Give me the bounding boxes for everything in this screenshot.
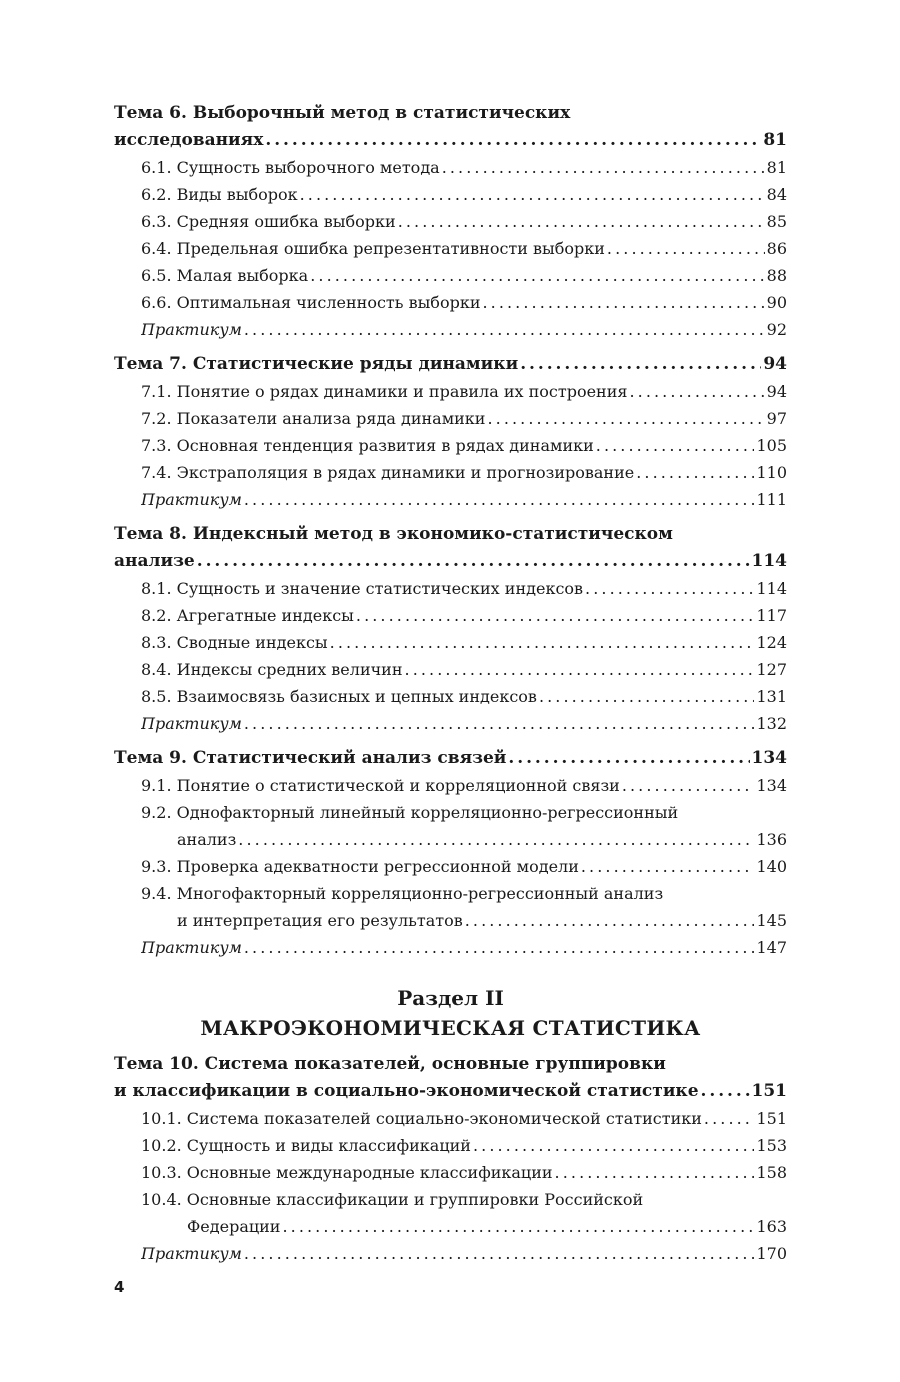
page-ref: 127 [756, 660, 787, 679]
dot-leader [244, 316, 765, 343]
entry-label: 8.5. Взаимосвязь базисных и цепных индексов [141, 687, 537, 706]
dot-leader [585, 575, 754, 602]
page-ref: 136 [756, 830, 787, 849]
page-ref: 163 [756, 1217, 787, 1236]
entry-label: 8.2. Агрегатные индексы [141, 606, 354, 625]
entry-label: 7.1. Понятие о рядах динамики и правила их построения [141, 382, 628, 401]
entry-label: 8.3. Сводные индексы [141, 633, 328, 652]
dot-leader [282, 1213, 754, 1240]
toc-entry[interactable] [114, 683, 787, 710]
entry-label: 7.2. Показатели анализа ряда динамики [141, 409, 486, 428]
dot-leader [265, 127, 761, 154]
topic-title-line: и классификации в социально-экономической статистике [114, 1081, 699, 1101]
topic-title-line: Тема 10. Система показателей, основные группировки [114, 1054, 666, 1074]
topic-title-line: Тема 7. Статистические ряды динамики [114, 354, 519, 374]
entry-label: Практикум [141, 714, 242, 733]
dot-leader [596, 432, 755, 459]
toc-entry[interactable] [114, 405, 787, 432]
entry-label-first-line: 10.4. Основные классификации и группировки Российской [141, 1190, 644, 1209]
toc-topic-link[interactable] [114, 127, 787, 154]
entry-label: Практикум [141, 1244, 242, 1263]
page-ref: 105 [756, 436, 787, 455]
entry-label: 10.3. Основные международные классификации [141, 1163, 553, 1182]
toc-topic-link[interactable] [114, 351, 787, 378]
toc-topic-6 [114, 100, 787, 154]
toc-entry[interactable] [114, 880, 787, 934]
dot-leader [405, 656, 755, 683]
toc-entry-practicum[interactable] [114, 316, 787, 343]
dot-leader [581, 853, 755, 880]
table-of-contents [114, 100, 787, 1267]
page-ref: 111 [756, 490, 787, 509]
entry-label: 8.4. Индексы средних величин [141, 660, 403, 679]
page-ref: 110 [756, 463, 787, 482]
toc-entry[interactable] [114, 235, 787, 262]
page-ref: 145 [756, 911, 787, 930]
entry-label: 6.3. Средняя ошибка выборки [141, 212, 396, 231]
toc-entry-practicum[interactable] [114, 1240, 787, 1267]
dot-leader [244, 934, 755, 961]
dot-leader [465, 907, 755, 934]
dot-leader [356, 602, 755, 629]
entry-label: Практикум [141, 938, 242, 957]
page-ref: 170 [756, 1244, 787, 1263]
dot-leader [244, 710, 755, 737]
topic-title-line: Тема 9. Статистический анализ связей [114, 748, 507, 768]
entry-label: и интерпретация его результатов [177, 911, 463, 930]
topic-title-line: анализе [114, 551, 195, 571]
entry-label: 9.3. Проверка адекватности регрессионной модели [141, 857, 579, 876]
entry-label-first-line: 9.2. Однофакторный линейный корреляционно-регрессионный [141, 803, 679, 822]
page-ref: 86 [766, 239, 787, 258]
dot-leader [487, 405, 764, 432]
toc-topic-8 [114, 521, 787, 575]
toc-entry[interactable] [114, 1105, 787, 1132]
section-heading [114, 983, 787, 1043]
page-ref: 134 [756, 776, 787, 795]
entry-label: 6.6. Оптимальная численность выборки [141, 293, 481, 312]
toc-entry[interactable] [114, 432, 787, 459]
entry-label: 10.1. Система показателей социально-экономической статистики [141, 1109, 702, 1128]
toc-entry[interactable] [114, 772, 787, 799]
toc-topic-link[interactable] [114, 548, 787, 575]
toc-topic-10 [114, 1051, 787, 1105]
toc-entry[interactable] [114, 378, 787, 405]
page-ref: 88 [766, 266, 787, 285]
toc-entry[interactable] [114, 799, 787, 853]
dot-leader [622, 772, 755, 799]
topic-title-line: Тема 8. Индексный метод в экономико-статистическом [114, 524, 673, 544]
toc-entry[interactable] [114, 629, 787, 656]
toc-entry[interactable] [114, 262, 787, 289]
dot-leader [244, 486, 755, 513]
page-ref: 151 [756, 1109, 787, 1128]
page-ref: 94 [763, 354, 787, 374]
page-ref: 132 [756, 714, 787, 733]
section-title: МАКРОЭКОНОМИЧЕСКАЯ СТАТИСТИКА [200, 1016, 701, 1040]
entry-label: 10.2. Сущность и виды классификаций [141, 1136, 471, 1155]
toc-entry[interactable] [114, 1132, 787, 1159]
page-ref: 124 [756, 633, 787, 652]
toc-entry[interactable] [114, 181, 787, 208]
toc-topic-7 [114, 351, 787, 378]
toc-entry[interactable] [114, 656, 787, 683]
toc-entry[interactable] [114, 208, 787, 235]
dot-leader [555, 1159, 755, 1186]
page-ref: 90 [766, 293, 787, 312]
entry-label: 7.3. Основная тенденция развития в рядах динамики [141, 436, 594, 455]
dot-leader [520, 351, 761, 378]
dot-leader [398, 208, 765, 235]
dot-leader [330, 629, 755, 656]
toc-entry-practicum[interactable] [114, 934, 787, 961]
page-ref: 151 [751, 1081, 787, 1101]
dot-leader [473, 1132, 754, 1159]
dot-leader [482, 289, 764, 316]
toc-entry[interactable] [114, 853, 787, 880]
dot-leader [508, 745, 749, 772]
page-ref: 81 [763, 130, 787, 150]
toc-entry-practicum[interactable] [114, 710, 787, 737]
entry-label: Практикум [141, 320, 242, 339]
page-ref: 92 [766, 320, 787, 339]
entry-label: Федерации [187, 1217, 281, 1236]
entry-label: 6.4. Предельная ошибка репрезентативности выборки [141, 239, 605, 258]
toc-entry[interactable] [114, 575, 787, 602]
page-ref: 81 [766, 158, 787, 177]
page-ref: 117 [756, 606, 787, 625]
page-ref: 84 [766, 185, 787, 204]
entry-label: 9.1. Понятие о статистической и корреляционной связи [141, 776, 620, 795]
page-ref: 114 [751, 551, 787, 571]
dot-leader [300, 181, 765, 208]
toc-entry[interactable] [114, 602, 787, 629]
section-label: Раздел II [397, 986, 504, 1010]
entry-label: Практикум [141, 490, 242, 509]
dot-leader [539, 683, 755, 710]
entry-label: 8.1. Сущность и значение статистических индексов [141, 579, 584, 598]
dot-leader [197, 548, 750, 575]
dot-leader [701, 1078, 750, 1105]
toc-topic-link[interactable] [114, 745, 787, 772]
toc-entry[interactable] [114, 289, 787, 316]
toc-entry[interactable] [114, 154, 787, 181]
page-ref: 147 [756, 938, 787, 957]
entry-label: 7.4. Экстраполяция в рядах динамики и прогнозирование [141, 463, 635, 482]
page-ref: 97 [766, 409, 787, 428]
toc-topic-link[interactable] [114, 1078, 787, 1105]
page-ref: 153 [756, 1136, 787, 1155]
toc-topic-9 [114, 745, 787, 772]
page-ref: 134 [751, 748, 787, 768]
entry-label: 6.2. Виды выборок [141, 185, 298, 204]
page-ref: 158 [756, 1163, 787, 1182]
dot-leader [442, 154, 765, 181]
dot-leader [704, 1105, 755, 1132]
topic-title-line: Тема 6. Выборочный метод в статистических [114, 103, 571, 123]
page-ref: 94 [766, 382, 787, 401]
toc-entry[interactable] [114, 1186, 787, 1240]
entry-label: анализ [177, 830, 237, 849]
entry-label: 6.1. Сущность выборочного метода [141, 158, 440, 177]
page-ref: 85 [766, 212, 787, 231]
entry-label: 6.5. Малая выборка [141, 266, 309, 285]
dot-leader [607, 235, 765, 262]
dot-leader [629, 378, 764, 405]
page-ref: 140 [756, 857, 787, 876]
page-ref: 131 [756, 687, 787, 706]
toc-entry-practicum[interactable] [114, 486, 787, 513]
toc-entry[interactable] [114, 459, 787, 486]
toc-entry[interactable] [114, 1159, 787, 1186]
entry-label-first-line: 9.4. Многофакторный корреляционно-регрессионный анализ [141, 884, 664, 903]
page-ref: 114 [756, 579, 787, 598]
dot-leader [310, 262, 764, 289]
dot-leader [238, 826, 754, 853]
dot-leader [636, 459, 754, 486]
page-number: 4 [114, 1278, 125, 1296]
dot-leader [244, 1240, 755, 1267]
topic-title-line: исследованиях [114, 130, 264, 150]
